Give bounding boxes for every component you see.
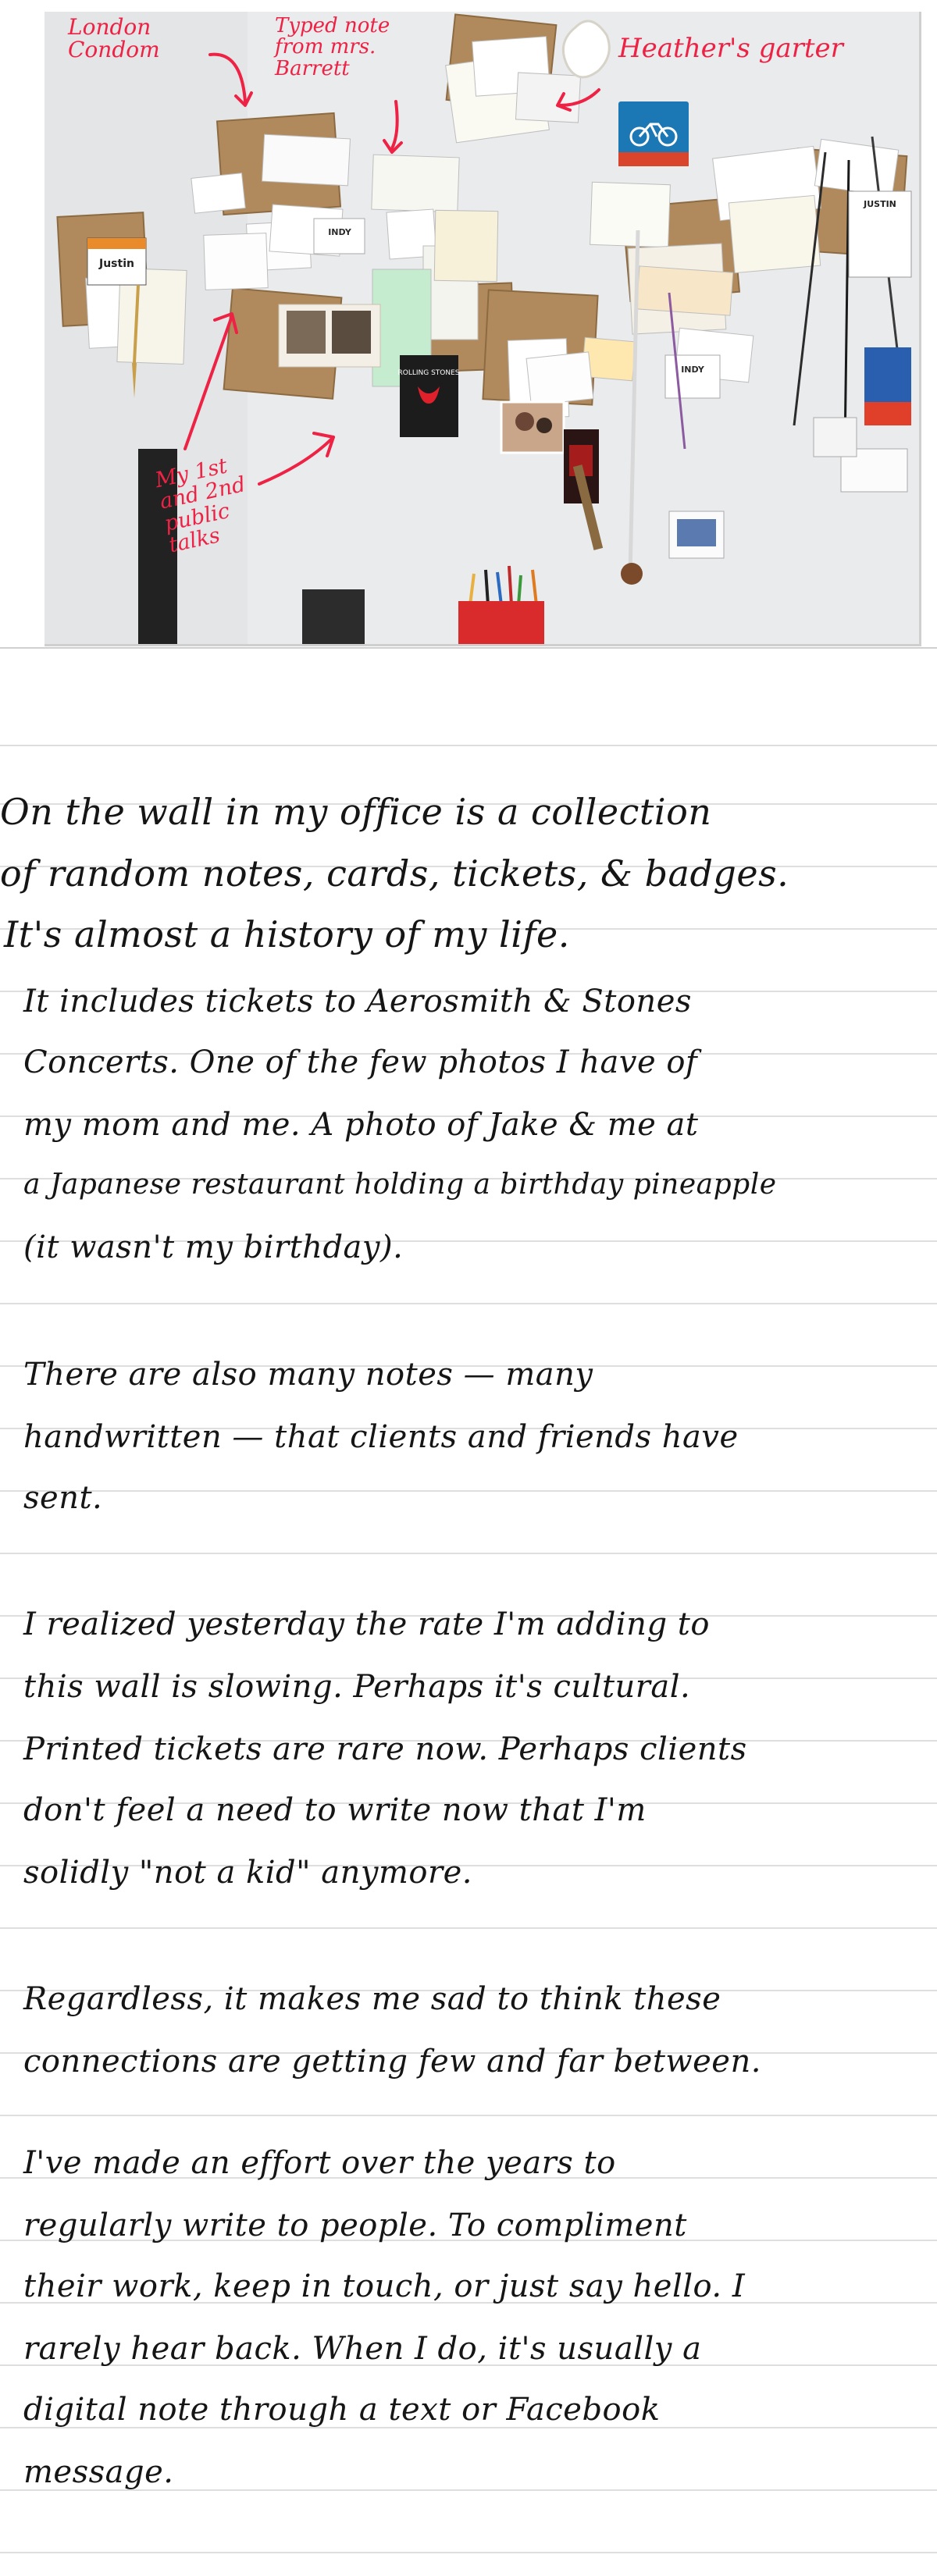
text-line: There are also many notes — many bbox=[23, 1357, 593, 1393]
text-line: connections are getting few and far between. bbox=[23, 2044, 761, 2080]
text-line: Printed tickets are rare now. Perhaps clients bbox=[23, 1731, 747, 1767]
wall-photo bbox=[45, 12, 921, 646]
text-line: their work, keep in touch, or just say hello. I bbox=[23, 2268, 746, 2304]
text-line: this wall is slowing. Perhaps it's cultural. bbox=[23, 1669, 691, 1705]
text-line: don't feel a need to write now that I'm bbox=[23, 1792, 647, 1828]
text-line: Regardless, it makes me sad to think these bbox=[23, 1981, 721, 2017]
text-line: a Japanese restaurant holding a birthday pineapple bbox=[23, 1169, 777, 1201]
text-line: my mom and me. A photo of Jake & me at bbox=[23, 1107, 699, 1143]
photo-strip bbox=[279, 304, 380, 367]
text-line: of random notes, cards, tickets, & badges. bbox=[0, 852, 789, 895]
indy-card bbox=[314, 219, 365, 254]
text-line: Concerts. One of the few photos I have of bbox=[23, 1044, 698, 1080]
text-line: solidly "not a kid" anymore. bbox=[23, 1855, 472, 1891]
text-line: It includes tickets to Aerosmith & Stones bbox=[23, 984, 692, 1019]
text-line: On the wall in my office is a collection bbox=[0, 791, 712, 833]
annotation-public-talks: My 1st and 2nd public talks bbox=[153, 454, 248, 558]
text-line: sent. bbox=[23, 1480, 103, 1516]
stones-ticket-text: ROLLING STONES bbox=[397, 369, 460, 377]
text-line: (it wasn't my birthday). bbox=[23, 1229, 404, 1265]
rolling-stones-ticket bbox=[397, 355, 459, 437]
desk-item bbox=[302, 589, 365, 644]
text-line: I've made an effort over the years to bbox=[23, 2145, 616, 2181]
text-line: I realized yesterday the rate I'm adding to bbox=[23, 1606, 710, 1642]
indy-card-2-text: INDY bbox=[681, 365, 704, 375]
text-line: regularly write to people. To compliment bbox=[23, 2208, 687, 2243]
annotation-typed-note: Typed note from mrs. Barrett bbox=[275, 14, 390, 80]
family-photo bbox=[501, 402, 564, 453]
text-line: message. bbox=[23, 2454, 174, 2490]
annotation-london-condom: London Condom bbox=[68, 14, 160, 63]
text-line: handwritten — that clients and friends have bbox=[23, 1419, 739, 1455]
text-line: It's almost a history of my life. bbox=[4, 913, 570, 955]
indy-card-text: INDY bbox=[328, 227, 351, 237]
indy-card-2 bbox=[665, 355, 720, 398]
badge-name-text: Justin bbox=[99, 258, 134, 270]
badge-right-text: JUSTIN bbox=[864, 199, 896, 209]
text-line: digital note through a text or Facebook bbox=[23, 2392, 661, 2428]
annotation-heathers-garter: Heather's garter bbox=[618, 33, 843, 64]
bike-sign bbox=[618, 101, 689, 166]
text-line: rarely hear back. When I do, it's usually a bbox=[23, 2331, 702, 2367]
